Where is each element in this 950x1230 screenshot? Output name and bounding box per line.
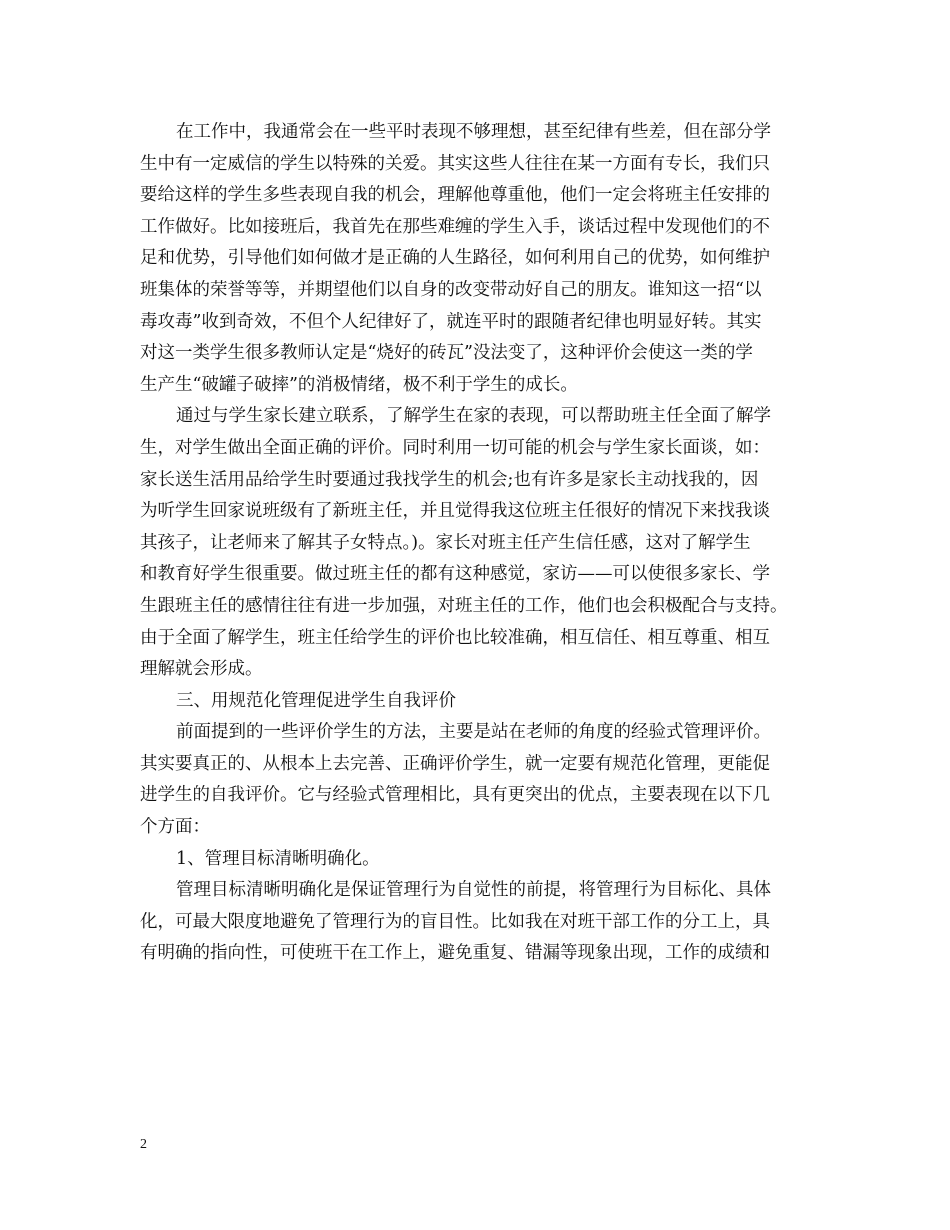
- body-text: [140, 117, 830, 970]
- text-line: 足和优势，引导他们如何做才是正确的人生路径，如何利用自己的优势，如何维护: [140, 248, 770, 269]
- text-line: 要给这样的学生多些表现自我的机会，理解他尊重他，他们一定会将班主任安排的: [140, 185, 770, 206]
- text-line: 理解就会形成。: [140, 659, 263, 680]
- text-line: 化，可最大限度地避免了管理行为的盲目性。比如我在对班干部工作的分工上，具: [140, 911, 770, 932]
- text-line: 管理目标清晰明确化是保证管理行为自觉性的前提，将管理行为目标化、具体: [176, 880, 771, 901]
- text-line: 由于全面了解学生，班主任给学生的评价也比较准确，相互信任、相互尊重、相互: [140, 627, 770, 648]
- text-line: 个方面：: [140, 817, 210, 838]
- text-line: 生中有一定威信的学生以特殊的关爱。其实这些人往往在某一方面有专长，我们只: [140, 153, 770, 174]
- text-line: 工作做好。比如接班后，我首先在那些难缠的学生入手，谈话过程中发现他们的不: [140, 216, 770, 237]
- text-line: 进学生的自我评价。它与经验式管理相比，具有更突出的优点，主要表现在以下几: [140, 785, 770, 806]
- text-line: 有明确的指向性，可使班干在工作上，避免重复、错漏等现象出现，工作的成绩和: [140, 943, 770, 964]
- text-line: 对这一类学生很多教师认定是“烧好的砖瓦”没法变了，这种评价会使这一类的学: [140, 343, 753, 364]
- text-line: 其孩子，让老师来了解其子女特点。)。家长对班主任产生信任感，这对了解学生: [140, 532, 751, 553]
- text-line: 班集体的荣誉等等，并期望他们以自身的改变带动好自己的朋友。谁知这一招“以: [140, 279, 762, 300]
- text-line: 在工作中，我通常会在一些平时表现不够理想，甚至纪律有些差，但在部分学: [176, 122, 771, 142]
- text-line: 毒攻毒”收到奇效，不但个人纪律好了，就连平时的跟随者纪律也明显好转。其实: [140, 311, 762, 332]
- text-line: 通过与学生家长建立联系，了解学生在家的表现，可以帮助班主任全面了解学: [176, 406, 771, 427]
- text-line: 前面提到的一些评价学生的方法，主要是站在老师的角度的经验式管理评价。: [176, 722, 771, 743]
- text-line: 三、用规范化管理促进学生自我评价: [176, 690, 456, 711]
- page-number: 2: [140, 1137, 147, 1152]
- text-line: 生跟班主任的感情往往有进一步加强，对班主任的工作，他们也会积极配合与支持。: [140, 595, 788, 616]
- text-line: 1、管理目标清晰明确化。: [176, 848, 380, 869]
- text-line: 和教育好学生很重要。做过班主任的都有这种感觉，家访——可以使很多家长、学: [140, 564, 770, 585]
- text-line: 其实要真正的、从根本上去完善、正确评价学生，就一定要有规范化管理，更能促: [140, 753, 770, 774]
- text-line: 为听学生回家说班级有了新班主任，并且觉得我这位班主任很好的情况下来找我谈: [140, 501, 770, 522]
- text-line: 生，对学生做出全面正确的评价。同时利用一切可能的机会与学生家长面谈，如：: [140, 437, 770, 458]
- text-line: 生产生“破罐子破摔”的消极情绪，极不利于学生的成长。: [140, 374, 578, 395]
- text-line: 家长送生活用品给学生时要通过我找学生的机会;也有许多是家长主动找我的，因: [140, 469, 759, 490]
